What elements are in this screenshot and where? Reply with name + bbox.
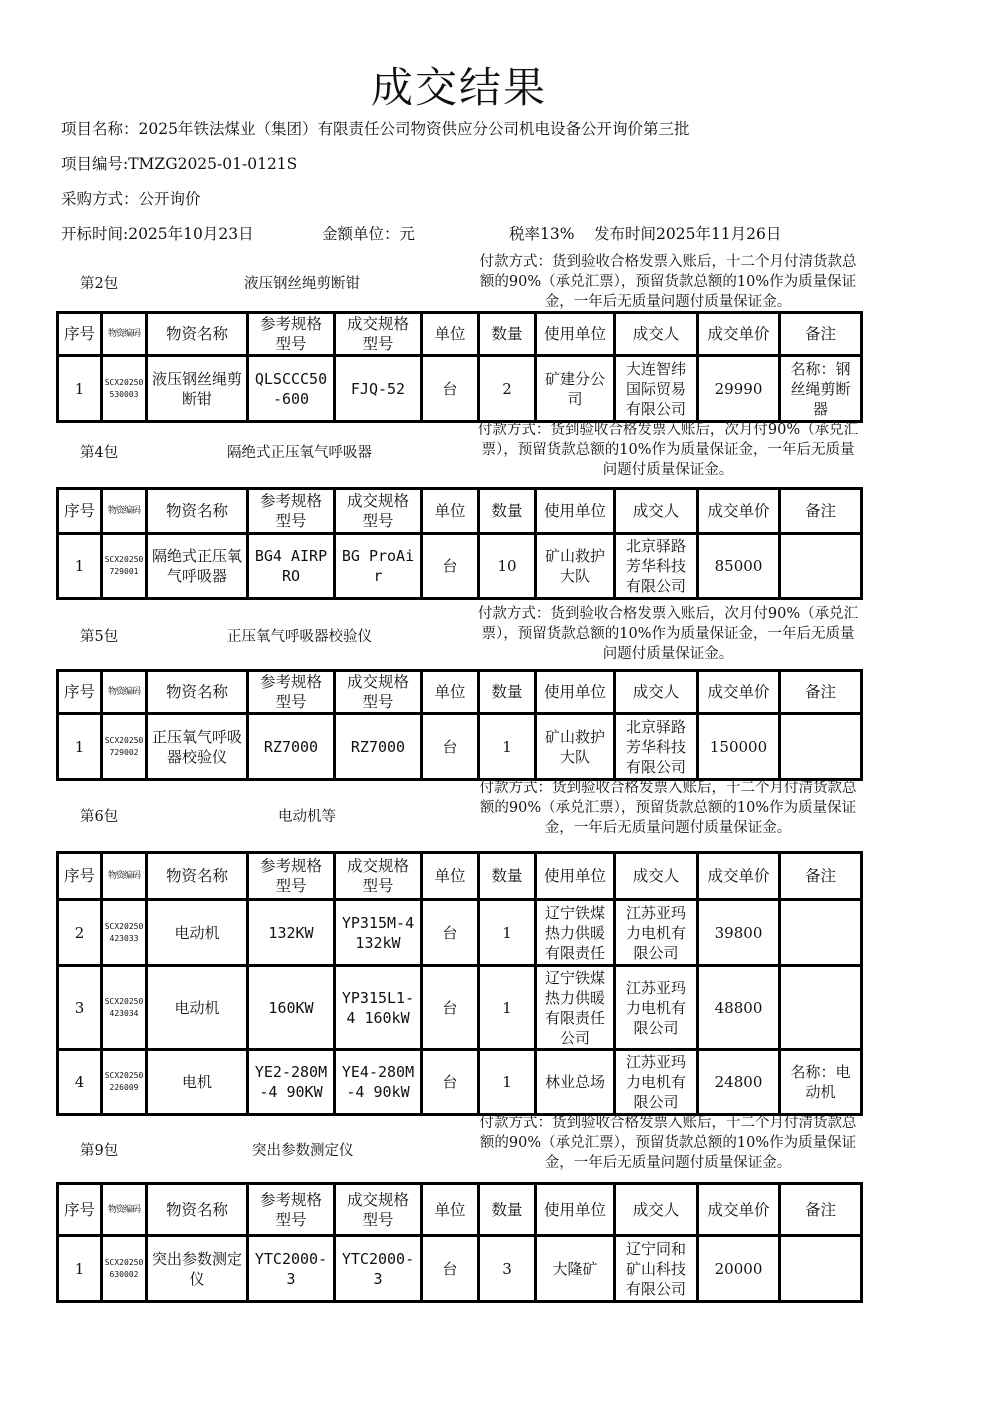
cell-material-name: 电动机 xyxy=(147,966,248,1050)
package-name: 突出参数测定仪 xyxy=(252,1143,354,1159)
cell-unit-price: 150000 xyxy=(698,714,780,780)
header-user-unit: 使用单位 xyxy=(536,1184,615,1236)
header-remark: 备注 xyxy=(780,853,862,900)
cell-unit: 台 xyxy=(422,1050,479,1115)
header-unit: 单位 xyxy=(422,1184,479,1236)
cell-remark xyxy=(780,1236,862,1302)
cell-material-name: 正压氧气呼吸器校验仪 xyxy=(147,714,248,780)
result-table xyxy=(56,669,863,781)
package-number: 第6包 xyxy=(80,809,119,825)
cell-seq: 1 xyxy=(58,534,102,599)
cell-user-unit: 林业总场 xyxy=(536,1050,615,1115)
cell-deal-spec: YP315L1-4 160kW xyxy=(335,966,422,1050)
header-reference-spec: 参考规格 型号 xyxy=(248,313,335,356)
header-reference-spec: 参考规格 型号 xyxy=(248,489,335,534)
page-title: 成交结果 xyxy=(370,63,547,112)
cell-winner: 北京驿路芳华科技有限公司 xyxy=(615,534,698,599)
cell-material-code: SCX20250 729001 xyxy=(102,534,147,599)
package-name: 正压氧气呼吸器校验仪 xyxy=(227,629,372,645)
cell-material-name: 液压钢丝绳剪断钳 xyxy=(147,356,248,422)
cell-unit: 台 xyxy=(422,534,479,599)
cell-quantity: 10 xyxy=(479,534,536,599)
header-user-unit: 使用单位 xyxy=(536,489,615,534)
cell-deal-spec: YE4-280M-4 90kW xyxy=(335,1050,422,1115)
cell-material-code: SCX20250 423033 xyxy=(102,900,147,966)
package-name: 电动机等 xyxy=(278,809,336,825)
cell-material-code: SCX20250 630002 xyxy=(102,1236,147,1302)
cell-unit-price: 48800 xyxy=(698,966,780,1050)
cell-deal-spec: RZ7000 xyxy=(335,714,422,780)
cell-seq: 4 xyxy=(58,1050,102,1115)
header-winner: 成交人 xyxy=(615,489,698,534)
package-heading xyxy=(56,252,860,312)
cell-unit: 台 xyxy=(422,356,479,422)
cell-winner: 江苏亚玛力电机有限公司 xyxy=(615,1050,698,1115)
cell-material-code: SCX20250 226009 xyxy=(102,1050,147,1115)
header-deal-spec: 成交规格 型号 xyxy=(335,671,422,714)
header-unit: 单位 xyxy=(422,671,479,714)
header-unit: 单位 xyxy=(422,313,479,356)
table-row xyxy=(58,900,862,966)
cell-user-unit: 辽宁铁煤热力供暖有限责任 xyxy=(536,900,615,966)
cell-reference-spec: RZ7000 xyxy=(248,714,335,780)
cell-user-unit: 辽宁铁煤热力供暖有限责任公司 xyxy=(536,966,615,1050)
cell-quantity: 1 xyxy=(479,1050,536,1115)
cell-unit: 台 xyxy=(422,966,479,1050)
publish-time: 发布时间2025年11月26日 xyxy=(594,225,782,243)
cell-deal-spec: YTC2000-3 xyxy=(335,1236,422,1302)
header-deal-spec: 成交规格 型号 xyxy=(335,853,422,900)
header-reference-spec: 参考规格 型号 xyxy=(248,853,335,900)
cell-material-name: 电机 xyxy=(147,1050,248,1115)
cell-quantity: 2 xyxy=(479,356,536,422)
header-quantity: 数量 xyxy=(479,1184,536,1236)
cell-quantity: 1 xyxy=(479,714,536,780)
cell-winner: 大连智纬国际贸易有限公司 xyxy=(615,356,698,422)
header-user-unit: 使用单位 xyxy=(536,853,615,900)
header-deal-spec: 成交规格 型号 xyxy=(335,489,422,534)
table-row xyxy=(58,966,862,1050)
cell-unit-price: 29990 xyxy=(698,356,780,422)
header-winner: 成交人 xyxy=(615,1184,698,1236)
payment-terms: 付款方式：货到验收合格发票入账后，次月付90%（承兑汇票），预留货款总额的10%作为质量保证金，一年后无质量问题付质量保证金。 xyxy=(477,422,859,478)
payment-terms: 付款方式：货到验收合格发票入账后，十二个月付清货款总额的90%（承兑汇票），预留货款总额的10%作为质量保证金，一年后无质量问题付质量保证金。 xyxy=(479,1115,857,1171)
table-row xyxy=(58,1050,862,1115)
cell-winner: 江苏亚玛力电机有限公司 xyxy=(615,900,698,966)
package-heading xyxy=(56,778,860,850)
cell-deal-spec: BG ProAir xyxy=(335,534,422,599)
header-user-unit: 使用单位 xyxy=(536,313,615,356)
cell-unit-price: 24800 xyxy=(698,1050,780,1115)
header-seq: 序号 xyxy=(58,489,102,534)
cell-reference-spec: YTC2000-3 xyxy=(248,1236,335,1302)
table-row xyxy=(58,534,862,599)
cell-reference-spec: BG4 AIRPRO xyxy=(248,534,335,599)
cell-seq: 1 xyxy=(58,714,102,780)
currency-unit: 金额单位：元 xyxy=(322,225,416,243)
header-unit-price: 成交单价 xyxy=(698,853,780,900)
header-user-unit: 使用单位 xyxy=(536,671,615,714)
package-name: 液压钢丝绳剪断钳 xyxy=(244,276,360,292)
header-deal-spec: 成交规格 型号 xyxy=(335,1184,422,1236)
header-unit-price: 成交单价 xyxy=(698,489,780,534)
cell-material-code: SCX20250 530003 xyxy=(102,356,147,422)
cell-unit-price: 20000 xyxy=(698,1236,780,1302)
table-header-row xyxy=(58,313,862,356)
header-seq: 序号 xyxy=(58,1184,102,1236)
cell-winner: 北京驿路芳华科技有限公司 xyxy=(615,714,698,780)
table-header-row xyxy=(58,853,862,900)
cell-unit: 台 xyxy=(422,714,479,780)
table-row xyxy=(58,714,862,780)
cell-unit-price: 85000 xyxy=(698,534,780,599)
header-remark: 备注 xyxy=(780,671,862,714)
project-number: 项目编号:TMZG2025-01-0121S xyxy=(61,155,298,173)
payment-terms: 付款方式：货到验收合格发票入账后，十二个月付清货款总额的90%（承兑汇票），预留货款总额的10%作为质量保证金，一年后无质量问题付质量保证金。 xyxy=(479,780,857,836)
header-winner: 成交人 xyxy=(615,313,698,356)
cell-material-name: 突出参数测定仪 xyxy=(147,1236,248,1302)
table-header-row xyxy=(58,671,862,714)
cell-winner: 江苏亚玛力电机有限公司 xyxy=(615,966,698,1050)
header-quantity: 数量 xyxy=(479,313,536,356)
header-remark: 备注 xyxy=(780,1184,862,1236)
cell-reference-spec: 160KW xyxy=(248,966,335,1050)
package-number: 第2包 xyxy=(80,276,119,292)
cell-material-name: 隔绝式正压氧气呼吸器 xyxy=(147,534,248,599)
header-unit: 单位 xyxy=(422,853,479,900)
cell-unit: 台 xyxy=(422,1236,479,1302)
header-remark: 备注 xyxy=(780,313,862,356)
header-winner: 成交人 xyxy=(615,853,698,900)
cell-user-unit: 矿山救护大队 xyxy=(536,714,615,780)
header-reference-spec: 参考规格 型号 xyxy=(248,671,335,714)
cell-winner: 辽宁同和矿山科技有限公司 xyxy=(615,1236,698,1302)
payment-terms: 付款方式：货到验收合格发票入账后，次月付90%（承兑汇票），预留货款总额的10%作为质量保证金，一年后无质量问题付质量保证金。 xyxy=(477,606,859,662)
table-row xyxy=(58,356,862,422)
cell-reference-spec: QLSCCC50-600 xyxy=(248,356,335,422)
cell-seq: 3 xyxy=(58,966,102,1050)
header-unit: 单位 xyxy=(422,489,479,534)
header-material-code: 物资编码 xyxy=(102,671,147,714)
header-seq: 序号 xyxy=(58,853,102,900)
header-material-name: 物资名称 xyxy=(147,313,248,356)
cell-user-unit: 矿建分公司 xyxy=(536,356,615,422)
header-deal-spec: 成交规格 型号 xyxy=(335,313,422,356)
header-material-code: 物资编码 xyxy=(102,1184,147,1236)
cell-remark xyxy=(780,714,862,780)
cell-deal-spec: FJQ-52 xyxy=(335,356,422,422)
header-material-code: 物资编码 xyxy=(102,853,147,900)
cell-remark: 名称：钢丝绳剪断器 xyxy=(780,356,862,422)
cell-seq: 2 xyxy=(58,900,102,966)
cell-unit-price: 39800 xyxy=(698,900,780,966)
result-table xyxy=(56,1182,863,1303)
header-seq: 序号 xyxy=(58,671,102,714)
header-material-name: 物资名称 xyxy=(147,671,248,714)
project-name: 项目名称：2025年铁法煤业（集团）有限责任公司物资供应分公司机电设备公开询价第三批 xyxy=(61,120,690,138)
cell-quantity: 3 xyxy=(479,1236,536,1302)
header-reference-spec: 参考规格 型号 xyxy=(248,1184,335,1236)
header-unit-price: 成交单价 xyxy=(698,313,780,356)
cell-seq: 1 xyxy=(58,1236,102,1302)
result-table xyxy=(56,487,863,600)
header-quantity: 数量 xyxy=(479,489,536,534)
package-heading xyxy=(56,604,860,664)
header-unit-price: 成交单价 xyxy=(698,671,780,714)
cell-remark: 名称：电动机 xyxy=(780,1050,862,1115)
table-row xyxy=(58,1236,862,1302)
header-remark: 备注 xyxy=(780,489,862,534)
cell-reference-spec: 132KW xyxy=(248,900,335,966)
package-number: 第4包 xyxy=(80,445,119,461)
cell-reference-spec: YE2-280M-4 90KW xyxy=(248,1050,335,1115)
cell-remark xyxy=(780,534,862,599)
cell-remark xyxy=(780,966,862,1050)
cell-quantity: 1 xyxy=(479,966,536,1050)
header-material-name: 物资名称 xyxy=(147,1184,248,1236)
cell-user-unit: 大隆矿 xyxy=(536,1236,615,1302)
header-material-code: 物资编码 xyxy=(102,489,147,534)
cell-deal-spec: YP315M-4 132kW xyxy=(335,900,422,966)
open-time: 开标时间:2025年10月23日 xyxy=(61,225,254,243)
tax-rate: 税率13% xyxy=(509,225,575,243)
header-winner: 成交人 xyxy=(615,671,698,714)
cell-material-code: SCX20250 729002 xyxy=(102,714,147,780)
header-quantity: 数量 xyxy=(479,671,536,714)
cell-remark xyxy=(780,900,862,966)
package-heading xyxy=(56,420,860,480)
header-material-name: 物资名称 xyxy=(147,853,248,900)
payment-terms: 付款方式：货到验收合格发票入账后，十二个月付清货款总额的90%（承兑汇票），预留货款总额的10%作为质量保证金，一年后无质量问题付质量保证金。 xyxy=(479,254,857,310)
package-number: 第9包 xyxy=(80,1143,119,1159)
cell-material-name: 电动机 xyxy=(147,900,248,966)
cell-unit: 台 xyxy=(422,900,479,966)
header-quantity: 数量 xyxy=(479,853,536,900)
table-header-row xyxy=(58,489,862,534)
header-seq: 序号 xyxy=(58,313,102,356)
package-number: 第5包 xyxy=(80,629,119,645)
header-unit-price: 成交单价 xyxy=(698,1184,780,1236)
purchase-method: 采购方式：公开询价 xyxy=(61,190,201,208)
cell-material-code: SCX20250 423034 xyxy=(102,966,147,1050)
cell-seq: 1 xyxy=(58,356,102,422)
package-name: 隔绝式正压氧气呼吸器 xyxy=(227,445,372,461)
package-heading xyxy=(56,1113,860,1181)
cell-quantity: 1 xyxy=(479,900,536,966)
result-table xyxy=(56,311,863,423)
result-table xyxy=(56,851,863,1116)
header-material-name: 物资名称 xyxy=(147,489,248,534)
header-material-code: 物资编码 xyxy=(102,313,147,356)
cell-user-unit: 矿山救护大队 xyxy=(536,534,615,599)
table-header-row xyxy=(58,1184,862,1236)
